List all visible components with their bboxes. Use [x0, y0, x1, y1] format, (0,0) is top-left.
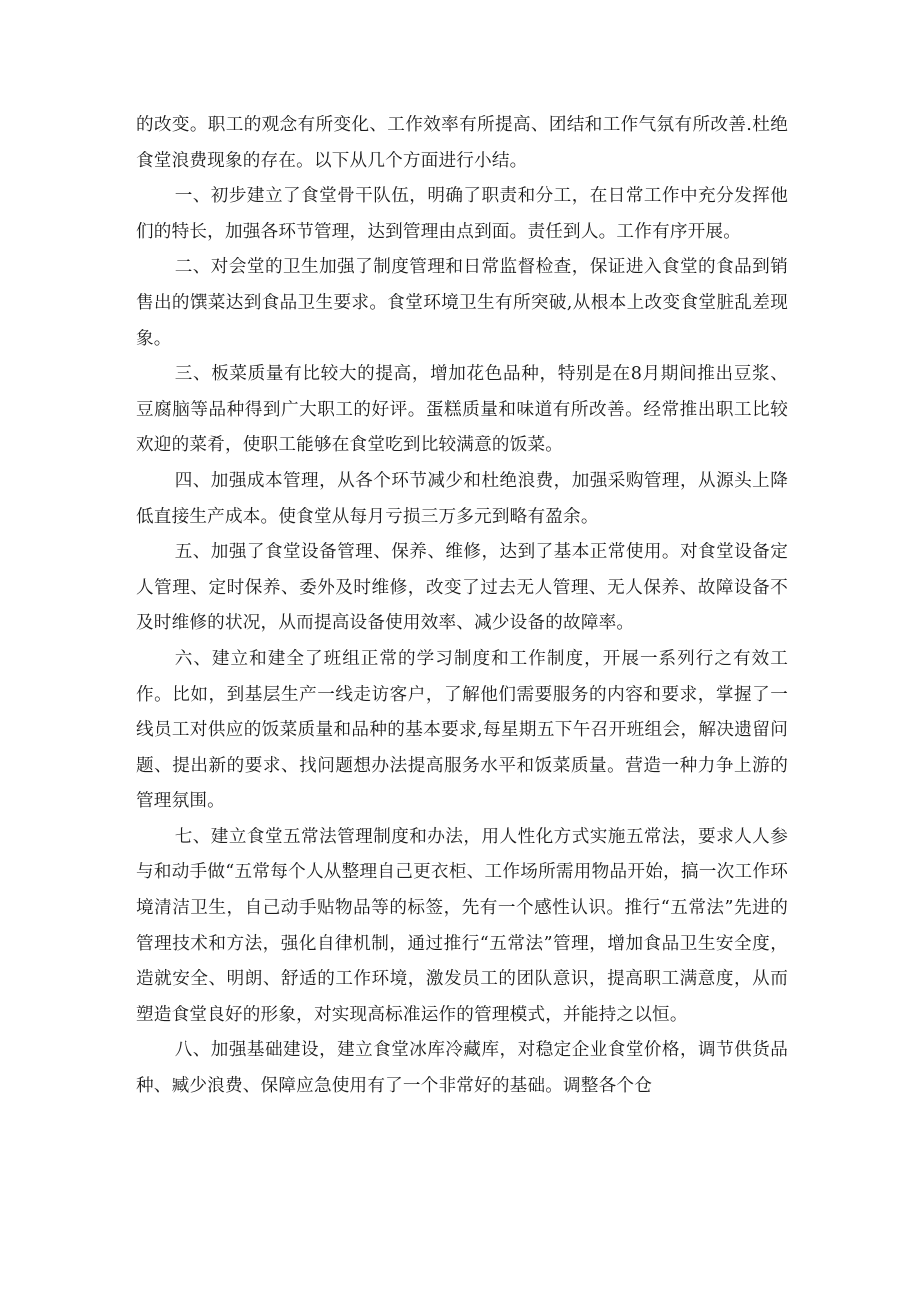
paragraph-item-7: 七、建立食堂五常法管理制度和办法，用人性化方式实施五常法，要求人人参与和动手做“五常每个人从整理自己更衣柜、工作场所需用物品开始，搞一次工作环境清洁卫生，自己动手贴物品等的标签，先有一个感性认识。推行“五常法”先进的管理技术和方法，强化自律机制，通过推行“五常法”管理，增加食品卫生安全度，造就安全、明朗、舒适的工作环境，激发员工的团队意识，提高职工满意度，从而塑造食堂良好的形象，对实现高标准运作的管理模式，并能持之以恒。 — [136, 826, 788, 1025]
paragraph-item-2: 二、对会堂的卫生加强了制度管理和日常监督检查，保证进入食堂的食品到销售出的馔菜达到食品卫生要求。食堂环境卫生有所突破,从根本上改变食堂脏乱差现象。 — [136, 257, 788, 349]
paragraph-item-8: 八、加强基础建设，建立食堂冰库冷藏库，对稳定企业食堂价格，调节供货品种、臧少浪费、保障应急使用有了一个非常好的基础。调整各个仓 — [136, 1040, 788, 1097]
paragraph-intro: 的改变。职工的观念有所变化、工作效率有所提高、团结和工作气氛有所改善.杜绝食堂浪费现象的存在。以下从几个方面进行小结。 — [136, 115, 788, 171]
paragraph-item-3: 三、板菜质量有比较大的提高，增加花色品种，特别是在8月期间推出豆浆、豆腐脑等品种得到广大职工的好评。蛋糕质量和味道有所改善。经常推出职工比较欢迎的菜肴，使职工能够在食堂吃到比较满意的饭菜。 — [136, 364, 788, 456]
paragraph-item-1: 一、初步建立了食堂骨干队伍，明确了职责和分工，在日常工作中充分发挥他们的特长，加强各环节管理，达到管理由点到面。责任到人。工作有序开展。 — [136, 186, 788, 242]
paragraph-item-5: 五、加强了食堂设备管理、保养、维修，达到了基本正常使用。对食堂设备定人管理、定时保养、委外及时维修，改变了过去无人管理、无人保养、故障设备不及时维修的状况，从而提高设备使用效率、减少设备的故障率。 — [136, 542, 788, 634]
paragraph-item-4: 四、加强成本管理，从各个环节减少和杜绝浪费，加强采购管理，从源头上降低直接生产成本。使食堂从每月亏损三万多元到略有盈余。 — [136, 470, 788, 527]
document-body — [136, 108, 788, 1105]
paragraph-item-6: 六、建立和建全了班组正常的学习制度和工作制度，开展一系列行之有效工作。比如，到基层生产一线走访客户，了解他们需要服务的内容和要求，掌握了一线员工对供应的饭菜质量和品种的基本要求,每星期五下午召开班组会，解决遗留问题、提出新的要求、找问题想办法提高服务水平和饭菜质量。营造一种力争上游的管理氛围。 — [136, 648, 788, 812]
